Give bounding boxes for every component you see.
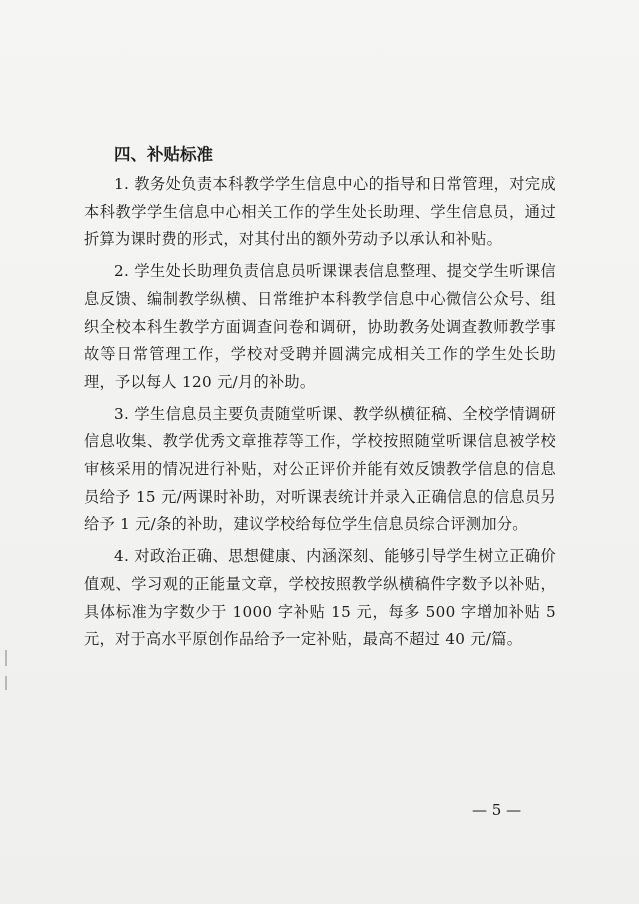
paragraph-text: 3. 学生信息员主要负责随堂听课、教学纵横征稿、全校学情调研信息收集、教学优秀文章推荐等工作，学校按照随堂听课信息被学校审核采用的情况进行补贴，对公正评价并能有效反馈教学信息的信息员给予 15 元/两课时补助，对听课表统计并录入正确信息的信息员另给予 1 元/条的补助，建议学校给每位学生信息员综合评测加分。 [84,404,556,534]
paragraph-text: 1. 教务处负责本科教学学生信息中心的指导和日常管理，对完成本科教学学生信息中心相关工作的学生处长助理、学生信息员，通过折算为课时费的形式，对其付出的额外劳动予以承认和补贴。 [84,175,556,249]
page-number: — 5 — [472,801,522,819]
paragraph-text: 4. 对政治正确、思想健康、内涵深刻、能够引导学生树立正确价值观、学习观的正能量文章，学校按照教学纵横稿件字数予以补贴，具体标准为字数少于 1000 字补贴 15 元，每多 500 字增加补贴 5 元，对于高水平原创作品给予一定补贴，最高不超过 40 元/篇。 [84,547,556,649]
paragraph-4 [84,543,556,654]
paragraph-3 [84,401,556,540]
document-body [84,143,556,658]
section-heading: 四、补贴标准 [114,145,213,164]
scan-artifact-mark [5,650,7,666]
paragraph-text: 2. 学生处长助理负责信息员听课课表信息整理、提交学生听课信息反馈、编制教学纵横、日常维护本科教学信息中心微信公众号、组织全校本科生教学方面调查问卷和调研，协助教务处调查教师教学事故等日常管理工作，学校对受聘并圆满完成相关工作的学生处长助理，予以每人 120 元/月的补助。 [84,262,556,391]
scan-artifact-mark [5,676,7,690]
paragraph-1 [84,171,556,254]
paragraph-2 [84,258,556,397]
